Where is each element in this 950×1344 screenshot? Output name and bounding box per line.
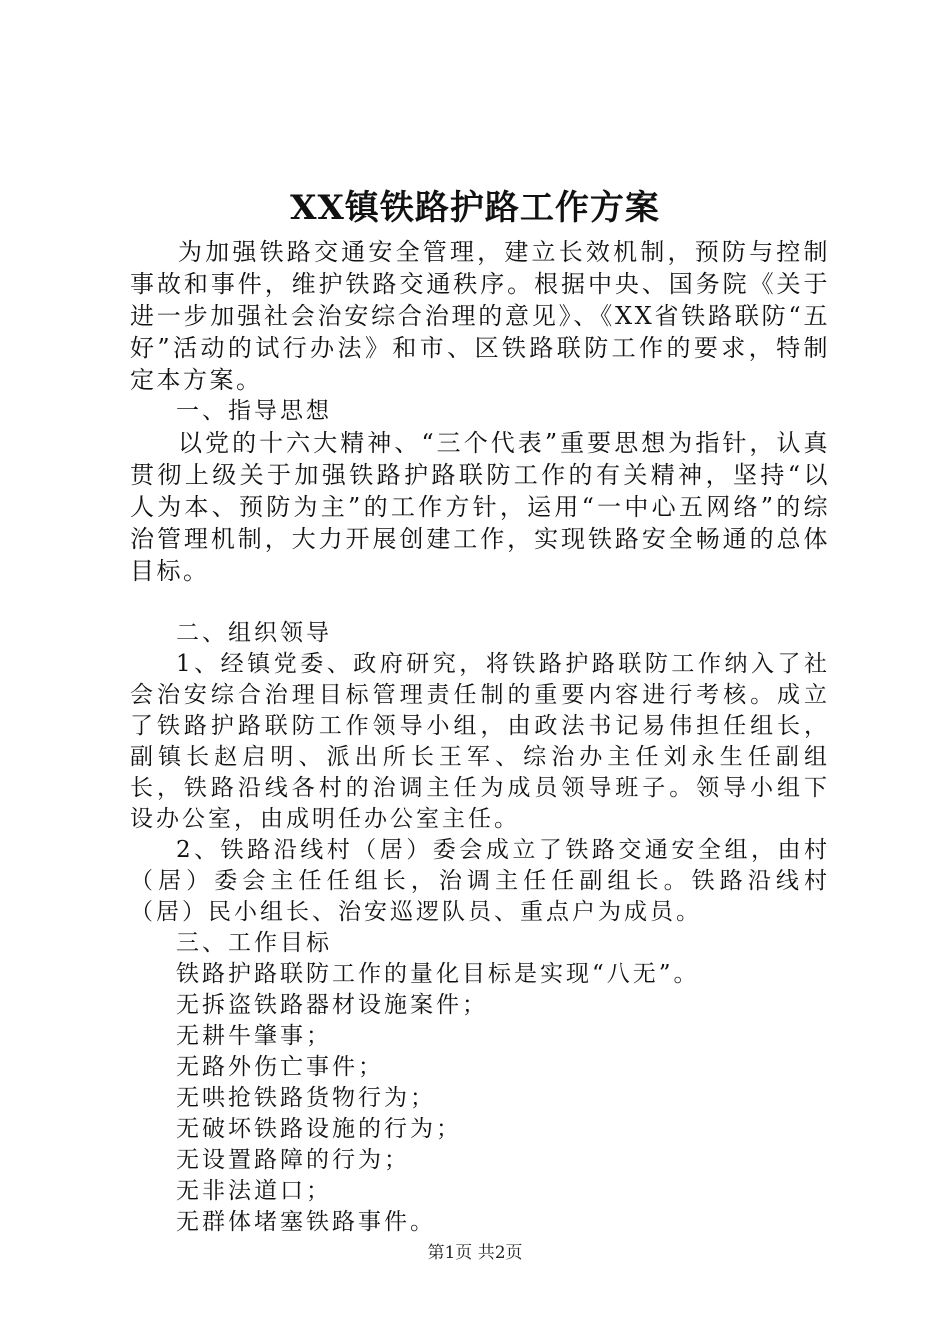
list-item: 无拆盗铁路器材设施案件；: [176, 992, 488, 1018]
work-goals-intro: 铁路护路联防工作的量化目标是实现“八无”。: [176, 961, 700, 987]
spacer: [130, 587, 830, 618]
goals-list: [130, 990, 830, 1238]
organization-item-1: 1、经镇党委、政府研究，将铁路护路联防工作纳入了社会治安综合治理目标管理责任制的重要内容进行考核。成立了铁路护路联防工作领导小组，由政法书记易伟担任组长，副镇长赵启明、派出所长王军、综治办主任刘永生任副组长，铁路沿线各村的治调主任为成员领导班子。领导小组下设办公室，由成明任办公室主任。: [130, 651, 830, 832]
list-item: 无耕牛肇事；: [176, 1023, 332, 1049]
list-item: 无非法道口；: [176, 1178, 332, 1204]
section-heading-guiding-ideology: 一、指导思想: [176, 398, 332, 424]
document-title: XX镇铁路护路工作方案: [290, 188, 660, 228]
section-heading-organization: 二、组织领导: [176, 620, 332, 646]
section-heading-work-goals: 三、工作目标: [176, 930, 332, 956]
document-body: [130, 236, 830, 1238]
intro-paragraph: 为加强铁路交通安全管理，建立长效机制，预防与控制事故和事件，维护铁路交通秩序。根据中央、国务院《关于进一步加强社会治安综合治理的意见》、《XX省铁路联防“五好”活动的试行办法》和市、区铁路联防工作的要求，特制定本方案。: [130, 238, 830, 394]
list-item: 无哄抢铁路货物行为；: [176, 1085, 436, 1111]
list-item: 无群体堵塞铁路事件。: [176, 1209, 436, 1235]
list-item: 无路外伤亡事件；: [176, 1054, 384, 1080]
list-item: 无设置路障的行为；: [176, 1147, 410, 1173]
page-footer: 第1页 共2页: [427, 1243, 523, 1263]
list-item: 无破坏铁路设施的行为；: [176, 1116, 462, 1142]
guiding-ideology-paragraph: 以党的十六大精神、“三个代表”重要思想为指针，认真贯彻上级关于加强铁路护路联防工作的有关精神，坚持“以人为本、预防为主”的工作方针，运用“一中心五网络”的综治管理机制，大力开展创建工作，实现铁路安全畅通的总体目标。: [130, 429, 830, 585]
organization-item-2: 2、铁路沿线村（居）委会成立了铁路交通安全组，由村（居）委会主任任组长，治调主任任副组长。铁路沿线村（居）民小组长、治安巡逻队员、重点户为成员。: [130, 837, 830, 925]
